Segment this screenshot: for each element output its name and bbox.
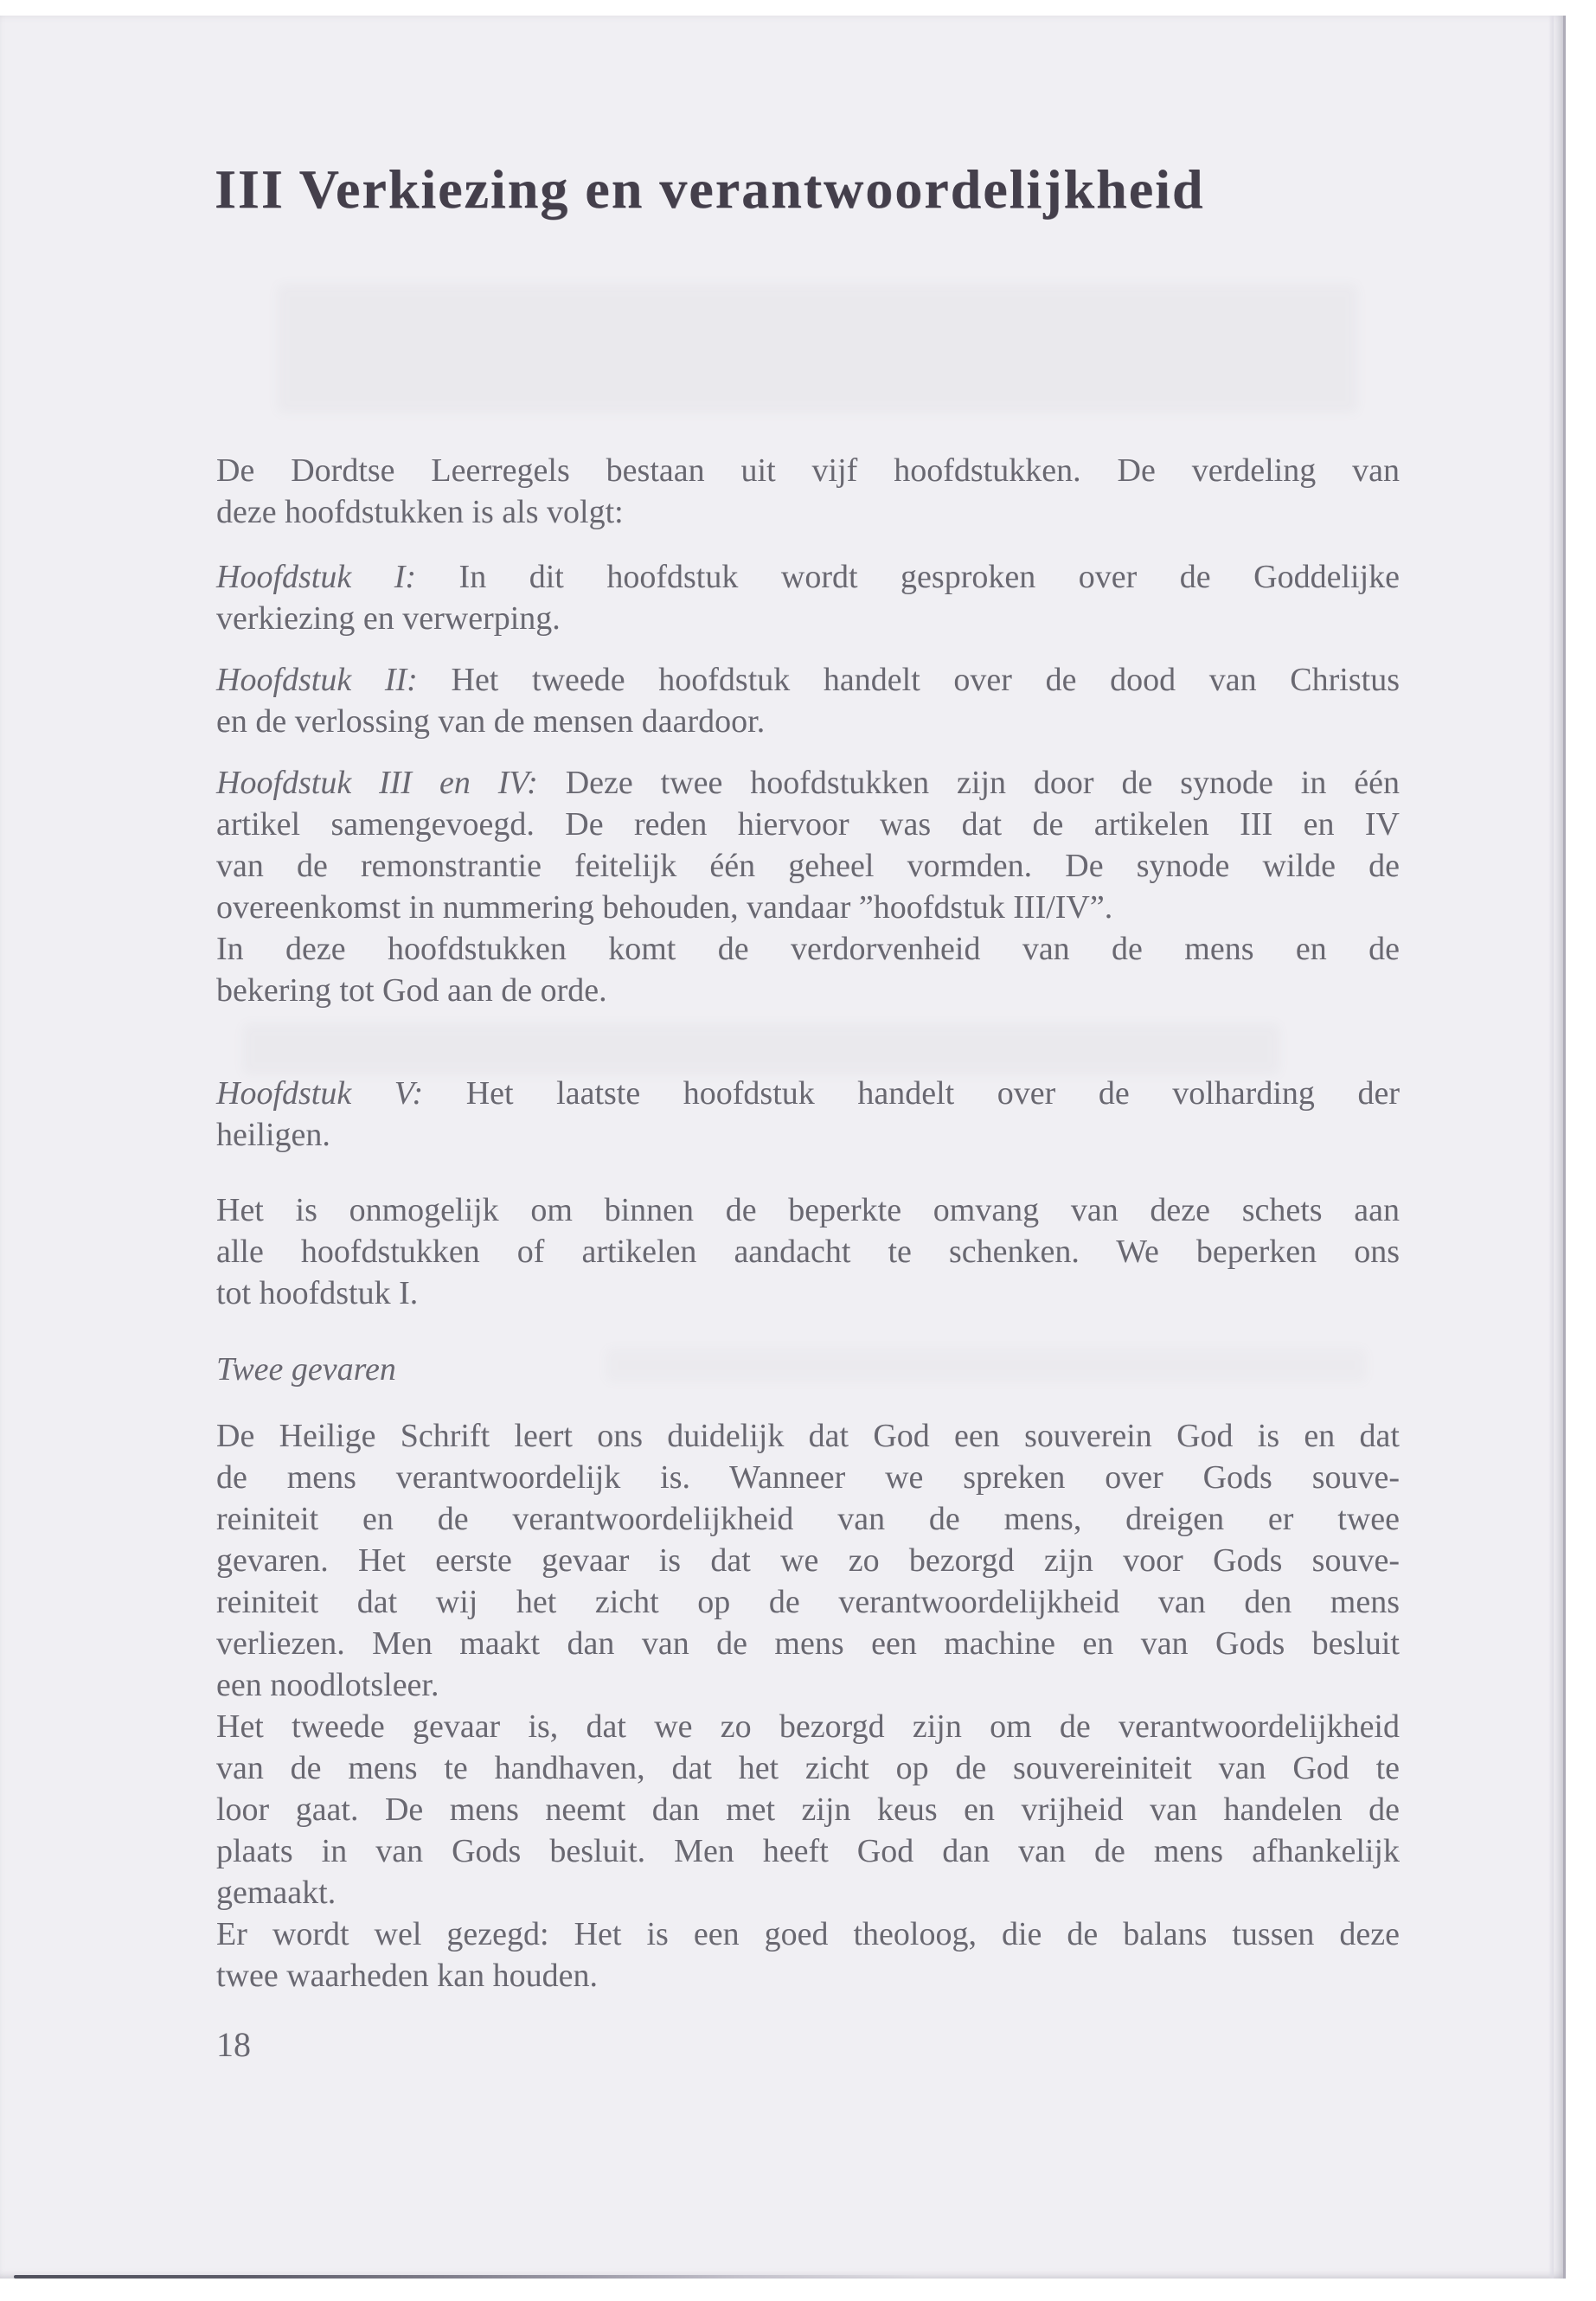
text-segment: Het laatste hoofdstuk handelt over de volharding der (423, 1075, 1400, 1112)
italic-text-segment: Hoofdstuk II: (216, 662, 418, 698)
section-heading (216, 1349, 1400, 1390)
paragraph (216, 1415, 1400, 1997)
text-segment: loor gaat. De mens neemt dan met zijn keus en vrijheid van handelen de (216, 1791, 1400, 1828)
text-segment: De Heilige Schrift leert ons duidelijk dat God een souverein God is en dat (216, 1418, 1400, 1454)
paragraph (216, 762, 1400, 1011)
text-segment: In deze hoofdstukken komt de verdorvenheid van de mens en de (216, 931, 1400, 967)
text-segment: overeenkomst in nummering behouden, vandaar ”hoofdstuk III/IV”. (216, 889, 1113, 926)
chapter-title: III Verkiezing en verantwoordelijkheid (215, 158, 1205, 220)
text-line (216, 1872, 1400, 1913)
text-line (216, 450, 1400, 491)
text-line (216, 1747, 1400, 1789)
text-line (216, 1706, 1400, 1747)
text-line (216, 1189, 1400, 1231)
text-line (216, 1789, 1400, 1830)
paragraph (216, 450, 1400, 533)
text-line (216, 762, 1400, 804)
paragraph (216, 659, 1400, 742)
text-line (216, 659, 1400, 701)
text-segment: De Dordtse Leerregels bestaan uit vijf hoofdstukken. De verdeling van (216, 452, 1400, 489)
text-segment: In dit hoofdstuk wordt gesproken over de Goddelijke (416, 559, 1400, 595)
text-line (216, 1913, 1400, 1955)
text-line (216, 1955, 1400, 1997)
text-segment: twee waarheden kan houden. (216, 1958, 599, 1994)
text-line (216, 1073, 1400, 1114)
text-line (216, 970, 1400, 1011)
text-segment: alle hoofdstukken of artikelen aandacht te schenken. We beperken ons (216, 1234, 1400, 1270)
text-segment: van de mens te handhaven, dat het zicht op de souvereiniteit van God te (216, 1750, 1400, 1786)
text-segment: een noodlotsleer. (216, 1667, 439, 1703)
italic-text-segment: Hoofdstuk III en IV: (216, 765, 538, 801)
text-line (216, 556, 1400, 598)
text-line (216, 804, 1400, 845)
text-segment: gemaakt. (216, 1875, 337, 1911)
text-segment: deze hoofdstukken is als volgt: (216, 494, 624, 530)
text-line (216, 1231, 1400, 1272)
text-line (216, 845, 1400, 887)
text-segment: plaats in van Gods besluit. Men heeft God dan van de mens afhankelijk (216, 1833, 1400, 1869)
text-line (216, 1664, 1400, 1706)
text-line (216, 887, 1400, 928)
text-segment: heiligen. (216, 1117, 330, 1153)
text-line (216, 1623, 1400, 1664)
text-segment: Het tweede hoofdstuk handelt over de dood van Christus (417, 662, 1400, 698)
text-line (216, 491, 1400, 533)
page-bottom-edge (14, 2275, 922, 2279)
text-segment: bekering tot God aan de orde. (216, 972, 607, 1009)
text-segment: tot hoofdstuk I. (216, 1275, 419, 1311)
text-segment: gevaren. Het eerste gevaar is dat we zo bezorgd zijn voor Gods souve- (216, 1542, 1400, 1579)
body-text (216, 450, 1400, 1997)
text-line (216, 1349, 1400, 1390)
text-segment: van de remonstrantie feitelijk één geheel vormden. De synode wilde de (216, 848, 1400, 884)
bleed-through-artifact (277, 284, 1358, 413)
italic-text-segment: Twee gevaren (216, 1351, 396, 1388)
text-line (216, 1272, 1400, 1314)
text-segment: verkiezing en verwerping. (216, 600, 561, 637)
paragraph (216, 556, 1400, 639)
text-line (216, 1830, 1400, 1872)
text-line (216, 598, 1400, 639)
text-segment: Deze twee hoofdstukken zijn door de synode in één (537, 765, 1400, 801)
paragraph (216, 1189, 1400, 1314)
text-segment: Er wordt wel gezegd: Het is een goed theoloog, die de balans tussen deze (216, 1916, 1400, 1952)
text-segment: reiniteit dat wij het zicht op de verantwoordelijkheid van den mens (216, 1584, 1400, 1620)
text-line (216, 1540, 1400, 1581)
text-segment: verliezen. Men maakt dan van de mens een machine en van Gods besluit (216, 1625, 1400, 1662)
paragraph (216, 1073, 1400, 1156)
italic-text-segment: Hoofdstuk V: (216, 1075, 424, 1112)
text-segment: de mens verantwoordelijk is. Wanneer we spreken over Gods souve- (216, 1459, 1400, 1496)
text-line (216, 701, 1400, 742)
text-line (216, 1415, 1400, 1457)
text-segment: artikel samengevoegd. De reden hiervoor was dat de artikelen III en IV (216, 806, 1400, 843)
page-edge-shadow (1548, 16, 1554, 2279)
text-segment: en de verlossing van de mensen daardoor. (216, 703, 766, 740)
page-number: 18 (216, 2025, 251, 2064)
text-line (216, 928, 1400, 970)
text-line (216, 1498, 1400, 1540)
text-line (216, 1581, 1400, 1623)
text-line (216, 1114, 1400, 1156)
italic-text-segment: Hoofdstuk I: (216, 559, 417, 595)
text-segment: Het tweede gevaar is, dat we zo bezorgd zijn om de verantwoordelijkheid (216, 1708, 1400, 1745)
text-segment: Het is onmogelijk om binnen de beperkte omvang van deze schets aan (216, 1192, 1400, 1228)
text-segment: reiniteit en de verantwoordelijkheid van de mens, dreigen er twee (216, 1501, 1400, 1537)
text-line (216, 1457, 1400, 1498)
